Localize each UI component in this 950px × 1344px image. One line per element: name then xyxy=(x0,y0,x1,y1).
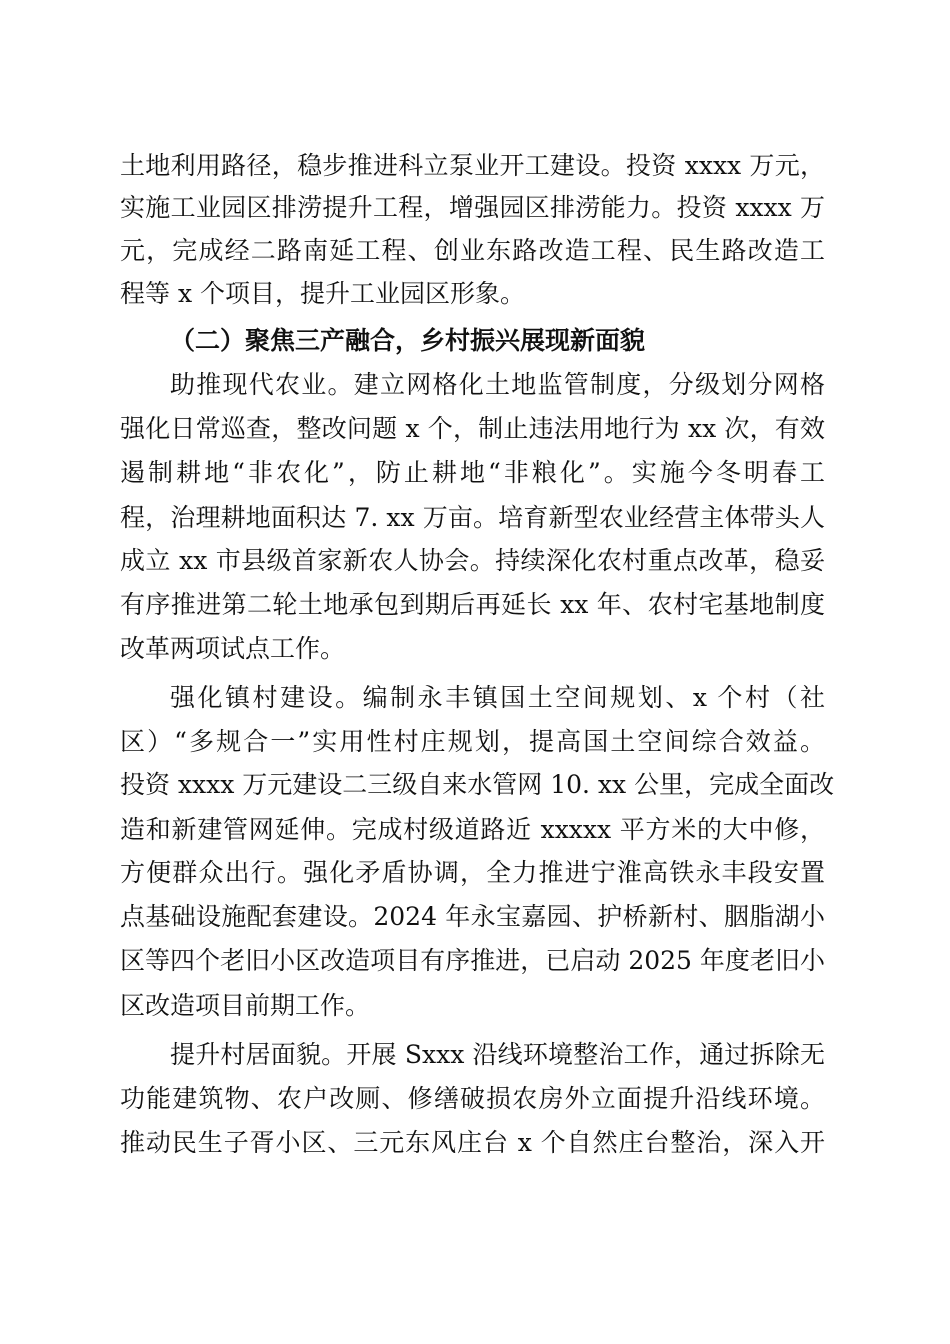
section-heading: （二）聚焦三产融合，乡村振兴展现新面貌 xyxy=(170,326,646,355)
text-line: 方便群众出行。强化矛盾协调，全力推进宁淮高铁永丰段安置 xyxy=(120,858,825,887)
paragraph-first-line: 强化镇村建设。编制永丰镇国土空间规划、x 个村（社 xyxy=(170,683,825,712)
text-line: 区改造项目前期工作。 xyxy=(120,991,371,1020)
text-line: 投资 xxxx 万元建设二三级自来水管网 10. xx 公里，完成全面改 xyxy=(120,770,835,799)
text-line: 功能建筑物、农户改厕、修缮破损农房外立面提升沿线环境。 xyxy=(120,1084,825,1113)
paragraph-first-line: 提升村居面貌。开展 Sxxx 沿线环境整治工作，通过拆除无 xyxy=(170,1040,825,1069)
text-line: 程等 x 个项目，提升工业园区形象。 xyxy=(120,279,525,308)
text-line: 区等四个老旧小区改造项目有序推进，已启动 2025 年度老旧小 xyxy=(120,946,825,975)
text-line: 遏制耕地“非农化”，防止耕地“非粮化”。实施今冬明春工 xyxy=(120,458,825,487)
text-line: 成立 xx 市县级首家新农人协会。持续深化农村重点改革，稳妥 xyxy=(120,546,825,575)
text-line: 造和新建管网延伸。完成村级道路近 xxxxx 平方米的大中修， xyxy=(120,815,825,844)
text-line: 点基础设施配套建设。2024 年永宝嘉园、护桥新村、胭脂湖小 xyxy=(120,902,825,931)
text-line: 元，完成经二路南延工程、创业东路改造工程、民生路改造工 xyxy=(120,236,825,265)
text-line: 土地利用路径，稳步推进科立泵业开工建设。投资 xxxx 万元， xyxy=(120,151,825,180)
text-line: 推动民生子胥小区、三元东风庄台 x 个自然庄台整治，深入开 xyxy=(120,1128,825,1157)
text-line: 实施工业园区排涝提升工程，增强园区排涝能力。投资 xxxx 万 xyxy=(120,193,825,222)
text-line: 有序推进第二轮土地承包到期后再延长 xx 年、农村宅基地制度 xyxy=(120,590,825,619)
text-line: 程，治理耕地面积达 7. xx 万亩。培育新型农业经营主体带头人 xyxy=(120,503,825,532)
text-line: 区）“多规合一”实用性村庄规划，提高国土空间综合效益。 xyxy=(120,727,825,756)
paragraph-first-line: 助推现代农业。建立网格化土地监管制度，分级划分网格 xyxy=(170,370,825,399)
text-line: 改革两项试点工作。 xyxy=(120,634,346,663)
text-line: 强化日常巡查，整改问题 x 个，制止违法用地行为 xx 次，有效 xyxy=(120,414,825,443)
